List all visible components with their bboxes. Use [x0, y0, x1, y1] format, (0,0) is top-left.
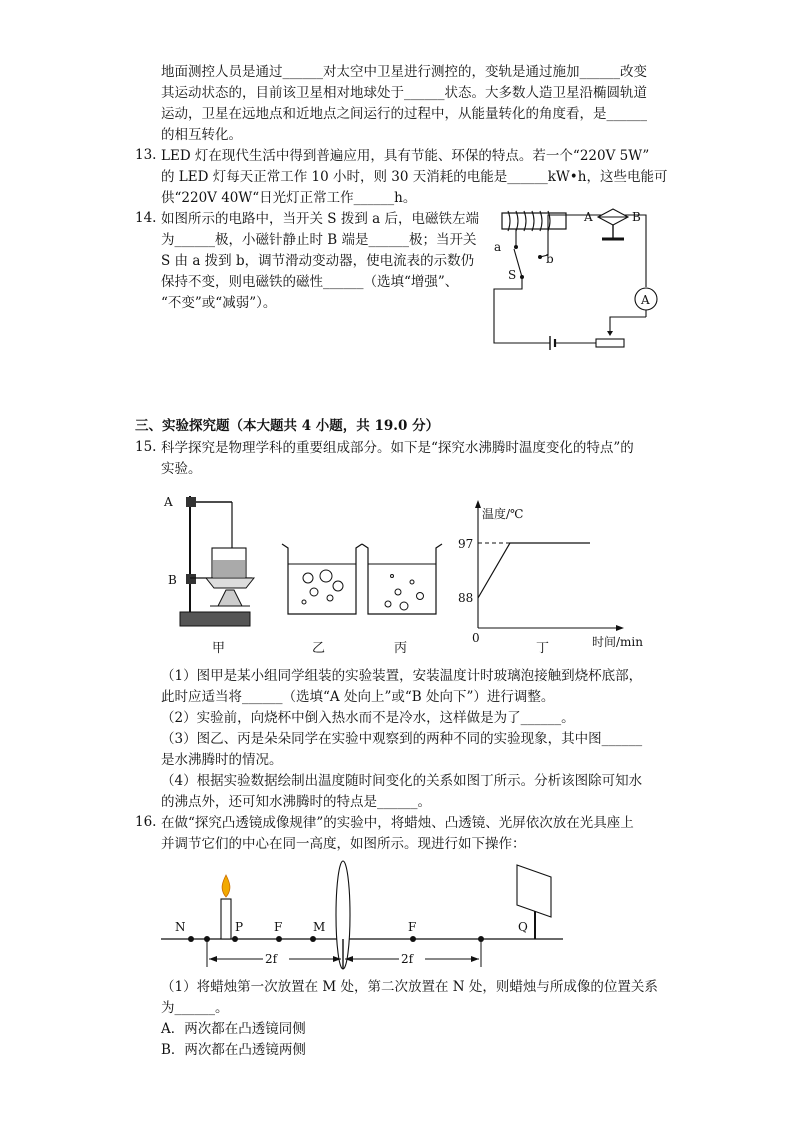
beaker-bing	[362, 544, 442, 656]
beaker-yi	[282, 544, 362, 656]
tick-0: 0	[472, 631, 480, 645]
q15-part1-line-2: 此时应适当将______（选填“A 处向上”或“B 处向下”）进行调整。	[161, 689, 555, 705]
alcohol-lamp	[218, 590, 242, 606]
ammeter-label: A	[641, 293, 650, 307]
caption-ding: 丁	[536, 641, 550, 656]
label-s: S	[508, 268, 517, 282]
caption-bing: 丙	[394, 641, 408, 656]
tick-97: 97	[458, 537, 474, 551]
q16-line-2: 并调节它们的中心在同一高度，如图所示。现进行如下操作：	[161, 836, 526, 852]
label-A: A	[164, 495, 173, 509]
q13-line-2: 的 LED 灯每天正常工作 10 小时，则 30 天消耗的电能是______kW•h，这些电能可	[161, 169, 668, 185]
graph-ding	[458, 500, 643, 656]
q14-line-1: 如图所示的电路中，当开关 S 拨到 a 后，电磁铁左端	[161, 211, 479, 227]
clamp-B	[186, 574, 196, 584]
rheostat	[596, 339, 624, 347]
q15-part4-line-2: 的沸点外，还可知水沸腾时的特点是______。	[161, 794, 431, 810]
needle-end-B: B	[632, 210, 641, 224]
label-P: P	[235, 920, 244, 934]
q13-number: 13.	[135, 147, 157, 163]
label-2f-right: 2f	[401, 952, 414, 966]
q16-part1-line-1: （1）将蜡烛第一次放置在 M 处，第二次放置在 N 处，则蜡烛与所成像的位置关系	[161, 979, 658, 995]
label-F-right: F	[408, 920, 417, 934]
label-M: M	[313, 920, 326, 934]
clamp-A	[186, 497, 196, 507]
candle	[221, 899, 231, 939]
q15-number: 15.	[135, 439, 157, 455]
temperature-curve	[478, 543, 590, 598]
q15-line-2: 实验。	[161, 461, 202, 477]
q14-line-4: 保持不变，则电磁铁的磁性______（选填“增强”、	[161, 274, 459, 290]
compass-needle-figure	[580, 205, 660, 250]
label-a: a	[494, 240, 502, 254]
label-b: b	[546, 252, 554, 266]
caption-jia: 甲	[212, 641, 226, 656]
q15-part3-line-1: （3）图乙、丙是朵朵同学在实验中观察到的两种不同的实验现象，其中图______	[161, 731, 643, 747]
apparatus-jia	[163, 495, 254, 656]
q12-line-1: 地面测控人员是通过______对太空中卫星进行测控的，变轨是通过施加______改变	[161, 64, 647, 80]
q14-number: 14.	[135, 210, 157, 226]
q15-part2: （2）实验前，向烧杯中倒入热水而不是冷水，这样做是为了______。	[161, 710, 575, 726]
caption-yi: 乙	[312, 641, 326, 656]
label-F-left: F	[274, 920, 283, 934]
label-B: B	[168, 573, 177, 587]
y-axis-label: 温度/℃	[482, 507, 524, 521]
q16-optical-bench	[155, 855, 575, 975]
q16-option-A: A．两次都在凸透镜同侧	[161, 1021, 306, 1037]
q12-line-4: 的相互转化。	[161, 127, 242, 143]
q16-part1-line-2: 为______。	[161, 1000, 229, 1016]
x-axis-label: 时间/min	[592, 635, 643, 649]
wire-gauze	[206, 578, 254, 588]
label-2f-left: 2f	[265, 952, 278, 966]
q15-part1-line-1: （1）图甲是某小组同学组装的实验装置，安装温度计时玻璃泡接触到烧杯底部，	[161, 668, 643, 684]
section-3-header: 三、实验探究题（本大题共 4 小题，共 19.0 分）	[135, 418, 440, 434]
needle-end-A: A	[584, 210, 593, 224]
q15-part4-line-1: （4）根据实验数据绘制出温度随时间变化的关系如图丁所示。分析该图除可知水	[161, 773, 643, 789]
label-N: N	[175, 920, 186, 934]
tick-88: 88	[458, 591, 474, 605]
q13-line-3: 供“220V 40W“日光灯正常工作______h。	[161, 190, 417, 206]
q13-line-1: LED 灯在现代生活中得到普遍应用，具有节能、环保的特点。若一个“220V 5W”	[161, 148, 650, 164]
coil-windings	[508, 211, 550, 231]
label-Q: Q	[518, 920, 528, 934]
q14-line-3: S 由 a 拨到 b，调节滑动变动器，使电流表的示数仍	[161, 253, 475, 269]
q12-line-3: 运动，卫星在远地点和近地点之间运行的过程中，从能量转化的角度看，是______	[161, 106, 647, 122]
terminal-a	[514, 245, 518, 249]
q16-option-B: B．两次都在凸透镜两侧	[161, 1042, 306, 1058]
light-screen	[517, 865, 551, 917]
q16-number: 16.	[135, 814, 157, 830]
q14-line-2: 为______极，小磁针静止时 B 端是______极；当开关	[161, 232, 477, 248]
q15-line-1: 科学探究是物理学科的重要组成部分。如下是“探究水沸腾时温度变化的特点”的	[161, 440, 634, 456]
q15-figures	[160, 488, 660, 660]
q14-line-5: “不变”或“减弱”）。	[161, 295, 277, 311]
candle-flame-icon	[222, 875, 230, 897]
q12-line-2: 其运动状态的，目前该卫星相对地球处于______状态。大多数人造卫星沿椭圆轨道	[161, 85, 647, 101]
q15-part3-line-2: 是水沸腾时的情况。	[161, 752, 283, 768]
q16-line-1: 在做“探究凸透镜成像规律”的实验中，将蜡烛、凸透镜、光屏依次放在光具座上	[161, 815, 634, 831]
